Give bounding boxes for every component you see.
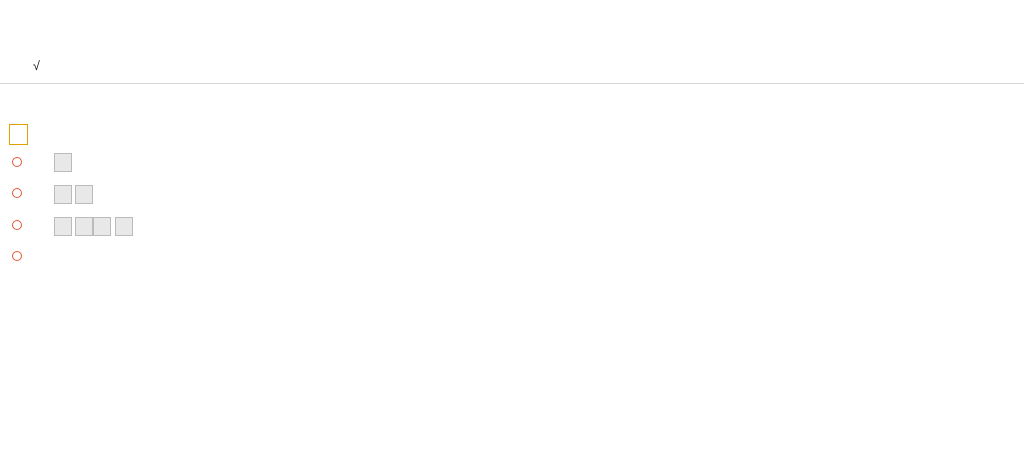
rectangular-equation-input[interactable] [9,124,28,145]
choice-a-radio[interactable] [12,157,22,167]
choice-a-x-input[interactable] [54,153,72,172]
choice-b-radio[interactable] [12,188,22,198]
divider [0,83,1024,84]
choice-d-radio[interactable] [12,251,22,261]
choice-c-radio[interactable] [12,220,22,230]
choice-c-x-max-input[interactable] [75,217,93,236]
choice-a-content [54,153,72,172]
sqrt-sign: √ [33,59,40,73]
choice-b-x-input[interactable] [54,185,72,204]
rectangular-equation-row [9,124,28,145]
choice-c-content [54,217,133,236]
choice-c-x-min-input[interactable] [54,217,72,236]
choice-c-y-max-input[interactable] [115,217,133,236]
parametric-equations [33,58,40,74]
choice-b-content [54,185,93,204]
choice-b-y-input[interactable] [75,185,93,204]
choice-c-y-min-input[interactable] [93,217,111,236]
